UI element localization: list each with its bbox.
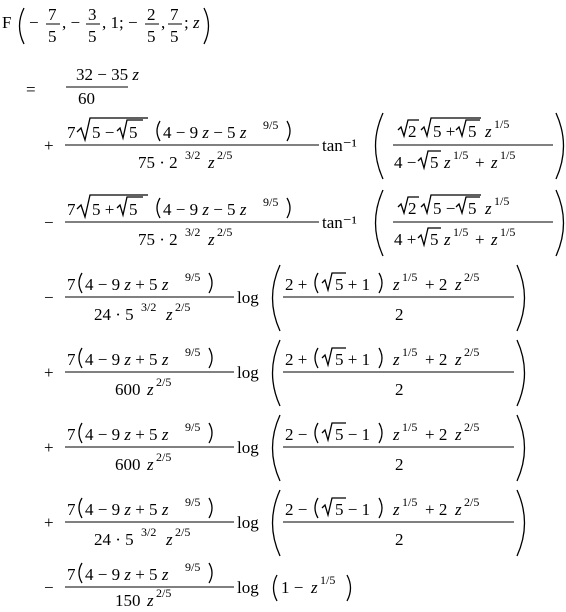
- equals-sign: =: [26, 80, 36, 99]
- sign-term-3: −: [44, 213, 54, 232]
- svg-text:5 − 1: 5 − 1: [335, 425, 371, 444]
- svg-text:3/2: 3/2: [141, 525, 157, 539]
- svg-text:5 −: 5 −: [433, 199, 456, 218]
- formula-term-6: [44, 415, 525, 481]
- svg-text:2: 2: [395, 380, 404, 399]
- svg-text:5 − 1: 5 − 1: [335, 500, 371, 519]
- svg-text:7: 7: [67, 275, 76, 294]
- svg-text:7: 7: [48, 5, 57, 24]
- svg-text:9/5: 9/5: [185, 560, 201, 574]
- svg-text:2: 2: [395, 305, 404, 324]
- formula-term-1: [26, 65, 139, 108]
- svg-text:4 − 9 z + 5 z: 4 − 9 z + 5 z: [85, 275, 169, 294]
- svg-text:z: z: [444, 153, 451, 172]
- log-label-2: log: [237, 363, 259, 382]
- svg-text:7: 7: [67, 123, 76, 142]
- formula-lhs: [2, 5, 209, 46]
- formula-term-7: [44, 490, 525, 556]
- svg-text:5 +: 5 +: [433, 122, 456, 141]
- svg-text:z: z: [455, 425, 462, 444]
- svg-text:+ 2: + 2: [425, 425, 448, 444]
- svg-text:1 −: 1 −: [281, 578, 304, 597]
- svg-text:7: 7: [67, 500, 76, 519]
- sign-term-4: −: [44, 288, 54, 307]
- svg-text:5: 5: [88, 27, 97, 46]
- svg-text:z: z: [491, 230, 498, 249]
- svg-text:z: z: [393, 425, 400, 444]
- sign-term-2: +: [44, 136, 54, 155]
- svg-text:z: z: [311, 578, 318, 597]
- svg-text:7: 7: [67, 350, 76, 369]
- sign-term-5: +: [44, 363, 54, 382]
- svg-text:60: 60: [78, 89, 95, 108]
- svg-text:, −: , −: [62, 13, 81, 32]
- svg-text:600: 600: [115, 380, 141, 399]
- svg-text:+ 2: + 2: [425, 275, 448, 294]
- svg-text:+: +: [475, 153, 485, 172]
- svg-text:5 + 1: 5 + 1: [335, 275, 371, 294]
- svg-text:1/5: 1/5: [453, 148, 469, 162]
- svg-text:z: z: [147, 455, 154, 474]
- svg-text:1/5: 1/5: [402, 345, 418, 359]
- svg-text:5: 5: [468, 122, 477, 141]
- svg-text:9/5: 9/5: [185, 270, 201, 284]
- arctan-label: tan⁻¹: [322, 136, 357, 155]
- svg-text:1/5: 1/5: [494, 117, 510, 131]
- svg-text:1/5: 1/5: [402, 270, 418, 284]
- svg-text:,: ,: [161, 13, 166, 32]
- svg-text:5 +: 5 +: [92, 200, 115, 219]
- svg-text:z: z: [491, 153, 498, 172]
- svg-text:1/5: 1/5: [500, 148, 516, 162]
- svg-text:5 −: 5 −: [92, 123, 115, 142]
- svg-text:z: z: [147, 591, 154, 608]
- svg-text:5: 5: [170, 27, 179, 46]
- svg-text:2/5: 2/5: [175, 300, 191, 314]
- svg-text:z: z: [455, 350, 462, 369]
- svg-text:4 − 9 z + 5 z: 4 − 9 z + 5 z: [85, 425, 169, 444]
- svg-text:4 − 9 z + 5 z: 4 − 9 z + 5 z: [85, 565, 169, 584]
- svg-text:z: z: [485, 122, 492, 141]
- svg-text:z: z: [208, 230, 215, 249]
- svg-text:+ 2: + 2: [425, 500, 448, 519]
- svg-text:3/2: 3/2: [141, 300, 157, 314]
- svg-text:z: z: [455, 500, 462, 519]
- formula-term-5: [44, 340, 525, 406]
- svg-text:+ 2: + 2: [425, 350, 448, 369]
- svg-text:z: z: [455, 275, 462, 294]
- svg-text:−: −: [29, 13, 39, 32]
- svg-text:2/5: 2/5: [175, 525, 191, 539]
- svg-text:4 − 9 z + 5 z: 4 − 9 z + 5 z: [85, 500, 169, 519]
- svg-text:, 1; −: , 1; −: [102, 13, 138, 32]
- svg-text:z: z: [393, 350, 400, 369]
- svg-text:4 +: 4 +: [394, 230, 417, 249]
- svg-text:3/2: 3/2: [185, 148, 201, 162]
- svg-text:4 − 9 z − 5 z: 4 − 9 z − 5 z: [163, 200, 247, 219]
- svg-text:2 −: 2 −: [285, 500, 308, 519]
- formula-term-8: [44, 560, 351, 608]
- svg-text:z: z: [193, 13, 200, 32]
- svg-text:5: 5: [129, 200, 138, 219]
- svg-text:2/5: 2/5: [217, 225, 233, 239]
- log-label-3: log: [237, 438, 259, 457]
- svg-text:2/5: 2/5: [156, 586, 172, 600]
- formula-term-3: [44, 190, 564, 256]
- svg-text:1/5: 1/5: [453, 225, 469, 239]
- svg-text:4 −: 4 −: [394, 153, 417, 172]
- svg-text:9/5: 9/5: [185, 420, 201, 434]
- svg-text:z: z: [166, 530, 173, 549]
- svg-text:z: z: [444, 230, 451, 249]
- log-label-4: log: [237, 513, 259, 532]
- svg-text:z: z: [393, 500, 400, 519]
- svg-text:1/5: 1/5: [402, 420, 418, 434]
- svg-text:2: 2: [408, 199, 417, 218]
- svg-text:5 + 1: 5 + 1: [335, 350, 371, 369]
- sign-term-8: −: [44, 578, 54, 597]
- log-label-1: log: [237, 288, 259, 307]
- svg-text:2: 2: [408, 122, 417, 141]
- formula-term-4: [44, 265, 525, 331]
- svg-text:4 − 9 z − 5 z: 4 − 9 z − 5 z: [163, 123, 247, 142]
- sign-term-7: +: [44, 513, 54, 532]
- svg-text:2/5: 2/5: [464, 345, 480, 359]
- svg-text:7: 7: [170, 5, 179, 24]
- svg-text:+: +: [475, 230, 485, 249]
- svg-text:600: 600: [115, 455, 141, 474]
- sign-term-6: +: [44, 438, 54, 457]
- svg-text:z: z: [208, 153, 215, 172]
- svg-text:2 −: 2 −: [285, 425, 308, 444]
- svg-text:4 − 9 z + 5 z: 4 − 9 z + 5 z: [85, 350, 169, 369]
- svg-text:z: z: [393, 275, 400, 294]
- svg-text:75 · 2: 75 · 2: [138, 153, 178, 172]
- svg-text:5: 5: [468, 199, 477, 218]
- svg-text:2: 2: [395, 530, 404, 549]
- svg-text:24 · 5: 24 · 5: [94, 530, 134, 549]
- svg-text:2/5: 2/5: [156, 450, 172, 464]
- svg-text:7: 7: [67, 565, 76, 584]
- svg-text:9/5: 9/5: [263, 195, 279, 209]
- svg-text:z: z: [147, 380, 154, 399]
- svg-text:32 − 35 z: 32 − 35 z: [76, 65, 139, 84]
- svg-text:3: 3: [88, 5, 97, 24]
- svg-text:2/5: 2/5: [464, 270, 480, 284]
- svg-text:;: ;: [184, 13, 189, 32]
- svg-text:5: 5: [48, 27, 57, 46]
- svg-text:2/5: 2/5: [156, 375, 172, 389]
- svg-text:9/5: 9/5: [263, 118, 279, 132]
- svg-text:75 · 2: 75 · 2: [138, 230, 178, 249]
- svg-text:z: z: [166, 305, 173, 324]
- svg-text:9/5: 9/5: [185, 345, 201, 359]
- svg-text:5: 5: [430, 153, 439, 172]
- svg-text:2 +: 2 +: [285, 350, 308, 369]
- svg-text:7: 7: [67, 200, 76, 219]
- svg-text:2 +: 2 +: [285, 275, 308, 294]
- svg-text:5: 5: [147, 27, 156, 46]
- svg-text:2/5: 2/5: [464, 495, 480, 509]
- svg-text:F: F: [2, 13, 12, 32]
- svg-text:150: 150: [115, 591, 141, 608]
- svg-text:1/5: 1/5: [500, 225, 516, 239]
- svg-text:2: 2: [147, 5, 156, 24]
- svg-text:1/5: 1/5: [494, 194, 510, 208]
- svg-text:9/5: 9/5: [185, 495, 201, 509]
- svg-text:5: 5: [129, 123, 138, 142]
- svg-text:7: 7: [67, 425, 76, 444]
- svg-text:2: 2: [395, 455, 404, 474]
- svg-text:1/5: 1/5: [320, 573, 336, 587]
- svg-text:5: 5: [430, 230, 439, 249]
- svg-text:2/5: 2/5: [217, 148, 233, 162]
- svg-text:z: z: [485, 199, 492, 218]
- formula-term-2: [44, 113, 564, 179]
- svg-text:3/2: 3/2: [185, 225, 201, 239]
- arctan-label-2: tan⁻¹: [322, 213, 357, 232]
- log-label-5: log: [237, 578, 259, 597]
- svg-text:2/5: 2/5: [464, 420, 480, 434]
- svg-text:1/5: 1/5: [402, 495, 418, 509]
- svg-text:24 · 5: 24 · 5: [94, 305, 134, 324]
